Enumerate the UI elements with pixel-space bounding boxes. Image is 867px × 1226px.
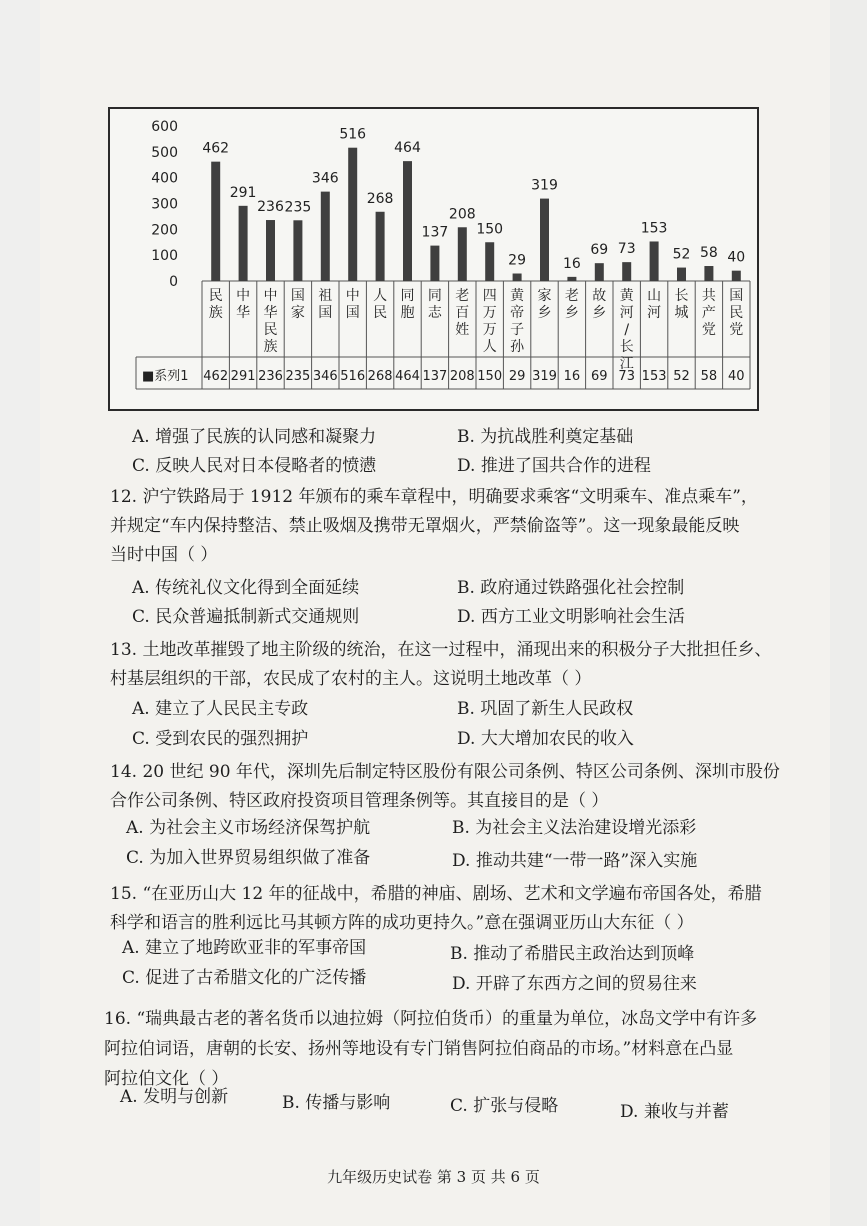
q11-option-a[interactable]: A. 增强了民族的认同感和凝聚力 — [132, 427, 377, 447]
bar — [677, 268, 686, 281]
q15-stem-line2: 科学和语言的胜利远比马其顿方阵的成功更持久。”意在强调亚历山大东征（ ） — [110, 913, 694, 933]
table-value: 516 — [340, 369, 366, 384]
bar — [430, 246, 439, 281]
table-value: 150 — [477, 369, 503, 384]
category-label: 万 — [482, 322, 497, 338]
q14-stem-line2: 合作公司条例、特区政府投资项目管理条例等。其直接目的是（ ） — [110, 791, 609, 811]
q13-option-d[interactable]: D. 大大增加农民的收入 — [457, 729, 634, 749]
q15-stem-line1: 15. “在亚历山大 12 年的征战中，希腊的神庙、剧场、艺术和文学遍布帝国各处，希腊 — [110, 884, 762, 904]
q15-option-a[interactable]: A. 建立了地跨欧亚非的军事帝国 — [122, 938, 367, 958]
q12-stem-line2: 并规定“车内保持整洁、禁止吸烟及携带无罩烟火，严禁偷盗等”。这一现象最能反映 — [110, 516, 740, 536]
table-value: 137 — [422, 369, 448, 384]
y-tick-label: 600 — [151, 119, 178, 135]
q12-option-c[interactable]: C. 民众普遍抵制新式交通规则 — [132, 607, 360, 627]
category-label: 华 — [236, 305, 251, 321]
category-label: 河 — [647, 305, 662, 321]
q14-option-d[interactable]: D. 推动共建“一带一路”深入实施 — [452, 851, 698, 871]
bar — [266, 220, 275, 281]
bar — [650, 241, 659, 281]
table-value: 69 — [591, 369, 608, 384]
q12-option-a[interactable]: A. 传统礼仪文化得到全面延续 — [132, 578, 360, 598]
page-right-edge — [830, 0, 867, 1226]
table-value: 319 — [532, 369, 557, 384]
category-label: 民 — [263, 322, 278, 338]
category-label: 姓 — [455, 322, 470, 338]
q15-option-b[interactable]: B. 推动了希腊民主政治达到顶峰 — [450, 944, 695, 964]
bar — [513, 274, 522, 281]
category-label: 国 — [318, 305, 333, 321]
bar-chart-svg — [110, 109, 757, 409]
bar — [211, 162, 220, 281]
table-value: 40 — [728, 369, 745, 384]
category-label: 河 — [619, 305, 634, 321]
bar — [595, 263, 604, 281]
category-label: 志 — [427, 305, 442, 321]
q16-option-d[interactable]: D. 兼收与并蓄 — [620, 1102, 729, 1122]
bar-value-label: 153 — [640, 220, 668, 237]
q13-option-c[interactable]: C. 受到农民的强烈拥护 — [132, 729, 309, 749]
table-value: 235 — [285, 369, 311, 384]
category-label: 族 — [263, 339, 278, 355]
bar-value-label: 208 — [448, 206, 476, 223]
q16-stem-line1: 16. “瑞典最古老的著名货币以迪拉姆（阿拉伯货币）的重量为单位，冰岛文学中有许多 — [104, 1009, 758, 1029]
bar-value-label: 268 — [366, 190, 394, 207]
bar — [485, 242, 494, 281]
category-label: 中 — [263, 288, 278, 304]
bar — [540, 199, 549, 281]
bar — [732, 271, 741, 281]
category-label: 城 — [674, 305, 689, 321]
category-label: 家 — [537, 288, 552, 304]
category-label: 民 — [208, 288, 223, 304]
q16-option-a[interactable]: A. 发明与创新 — [120, 1087, 229, 1107]
table-value: 464 — [395, 369, 420, 384]
y-tick-label: 400 — [151, 170, 178, 187]
category-label: 乡 — [564, 305, 579, 321]
table-value: 291 — [230, 369, 256, 384]
category-label: 万 — [482, 305, 497, 321]
bar — [403, 161, 412, 281]
category-label: 长 — [674, 288, 689, 304]
bar-value-label: 462 — [202, 140, 230, 157]
q14-option-c[interactable]: C. 为加入世界贸易组织做了准备 — [126, 848, 371, 868]
q13-stem-line1: 13. 土地改革摧毁了地主阶级的统治，在这一过程中，涌现出来的积极分子大批担任乡、 — [110, 640, 772, 660]
q11-option-c[interactable]: C. 反映人民对日本侵略者的愤懑 — [132, 456, 377, 476]
category-label: 百 — [455, 305, 470, 321]
q16-stem-line2: 阿拉伯词语，唐朝的长安、扬州等地设有专门销售阿拉伯商品的市场。”材料意在凸显 — [104, 1039, 734, 1059]
y-tick-label: 0 — [169, 274, 178, 290]
table-value: 16 — [563, 369, 581, 384]
category-label: 民 — [373, 305, 388, 321]
table-value: 153 — [641, 369, 667, 384]
bar — [348, 148, 357, 281]
bar-value-label: 73 — [617, 241, 636, 258]
category-label: 四 — [482, 288, 497, 304]
table-value: 58 — [700, 369, 718, 384]
q15-option-d[interactable]: D. 开辟了东西方之间的贸易往来 — [452, 974, 697, 994]
category-label: 华 — [263, 305, 278, 321]
bar-value-label: 236 — [257, 199, 284, 216]
q14-option-a[interactable]: A. 为社会主义市场经济保驾护航 — [126, 818, 371, 838]
category-label: 同 — [427, 288, 442, 304]
category-label: 帝 — [510, 305, 525, 321]
q12-stem-line1: 12. 沪宁铁路局于 1912 年颁布的乘车章程中，明确要求乘客“文明乘车、准点乘车”， — [110, 487, 758, 507]
bar-value-label: 291 — [229, 184, 257, 201]
category-label: 产 — [701, 305, 716, 321]
bar — [622, 262, 631, 281]
bar-value-label: 137 — [421, 224, 449, 241]
category-label: 共 — [701, 288, 716, 304]
category-label: 老 — [455, 288, 470, 304]
category-label: 民 — [729, 305, 744, 321]
category-label: 乡 — [592, 305, 607, 321]
bar — [321, 192, 330, 281]
bar-value-label: 52 — [672, 246, 691, 263]
bar-value-label: 150 — [476, 221, 504, 238]
table-value: 268 — [367, 369, 393, 384]
q13-option-b[interactable]: B. 巩固了新生人民政权 — [457, 699, 634, 719]
category-label: 国 — [290, 288, 305, 304]
q14-option-b[interactable]: B. 为社会主义法治建设增光添彩 — [452, 818, 697, 838]
bar-value-label: 40 — [727, 249, 746, 266]
q11-option-d[interactable]: D. 推进了国共合作的进程 — [457, 456, 651, 476]
bar-chart — [108, 107, 759, 411]
y-tick-label: 100 — [151, 248, 178, 265]
q16-option-c[interactable]: C. 扩张与侵略 — [450, 1096, 559, 1116]
category-label: 江 — [619, 356, 634, 372]
category-label: 中 — [345, 288, 360, 304]
q13-option-a[interactable]: A. 建立了人民民主专政 — [132, 699, 309, 719]
q12-stem-line3: 当时中国（ ） — [110, 545, 218, 565]
table-value: 236 — [258, 369, 283, 384]
bar-value-label: 516 — [339, 126, 367, 143]
category-label: 孙 — [510, 339, 525, 355]
category-label: 老 — [564, 288, 579, 304]
y-tick-label: 200 — [151, 222, 178, 239]
y-tick-label: 300 — [151, 196, 178, 213]
category-label: 国 — [729, 288, 744, 304]
bar-value-label: 16 — [562, 255, 581, 272]
bar — [704, 266, 713, 281]
bar — [458, 227, 467, 281]
category-label: 黄 — [510, 288, 525, 304]
table-value: 29 — [508, 369, 526, 384]
bar-value-label: 58 — [699, 245, 718, 262]
category-label: 人 — [373, 288, 388, 304]
category-label: 中 — [236, 288, 251, 304]
y-tick-label: 500 — [151, 144, 178, 161]
q11-option-b[interactable]: B. 为抗战胜利奠定基础 — [457, 427, 634, 447]
category-label: 家 — [290, 305, 305, 321]
bar-value-label: 29 — [508, 252, 527, 269]
q13-stem-line2: 村基层组织的干部，农民成了农村的主人。这说明土地改革（ ） — [110, 669, 592, 689]
category-label: / — [624, 322, 630, 338]
table-value: 73 — [618, 369, 635, 384]
bar — [239, 206, 248, 281]
q12-option-b[interactable]: B. 政府通过铁路强化社会控制 — [457, 578, 685, 598]
bar-value-label: 235 — [284, 199, 312, 216]
q14-stem-line1: 14. 20 世纪 90 年代，深圳先后制定特区股份有限公司条例、特区公司条例、深圳市股份 — [110, 762, 780, 782]
category-label: 党 — [701, 322, 716, 338]
category-label: 国 — [345, 305, 360, 321]
category-label: 乡 — [537, 305, 552, 321]
category-label: 长 — [619, 339, 634, 355]
category-label: 祖 — [318, 288, 333, 304]
bar — [293, 220, 302, 281]
bar-value-label: 346 — [311, 170, 339, 187]
category-label: 子 — [510, 322, 525, 338]
series-legend-label: ■系列1 — [142, 369, 189, 384]
q16-option-b[interactable]: B. 传播与影响 — [282, 1093, 391, 1113]
q12-option-d[interactable]: D. 西方工业文明影响社会生活 — [457, 607, 685, 627]
table-value: 346 — [312, 369, 338, 384]
page-left-edge — [0, 0, 40, 1226]
category-label: 党 — [729, 322, 744, 338]
table-value: 52 — [673, 369, 690, 384]
table-value: 462 — [203, 369, 229, 384]
table-value: 208 — [449, 369, 475, 384]
category-label: 胞 — [400, 305, 415, 321]
page-footer: 九年级历史试卷 第 3 页 共 6 页 — [327, 1168, 540, 1186]
bar-value-label: 69 — [590, 242, 609, 259]
q15-option-c[interactable]: C. 促进了古希腊文化的广泛传播 — [122, 968, 367, 988]
category-label: 山 — [647, 288, 662, 304]
category-label: 族 — [208, 305, 223, 321]
category-label: 故 — [592, 288, 607, 304]
bar — [376, 212, 385, 281]
q16-stem-line3: 阿拉伯文化（ ） — [104, 1069, 229, 1089]
category-label: 黄 — [619, 288, 634, 304]
category-label: 同 — [400, 288, 415, 304]
bar-value-label: 319 — [531, 177, 558, 194]
bar-value-label: 464 — [394, 140, 421, 157]
category-label: 人 — [482, 339, 497, 355]
bar — [567, 277, 576, 281]
